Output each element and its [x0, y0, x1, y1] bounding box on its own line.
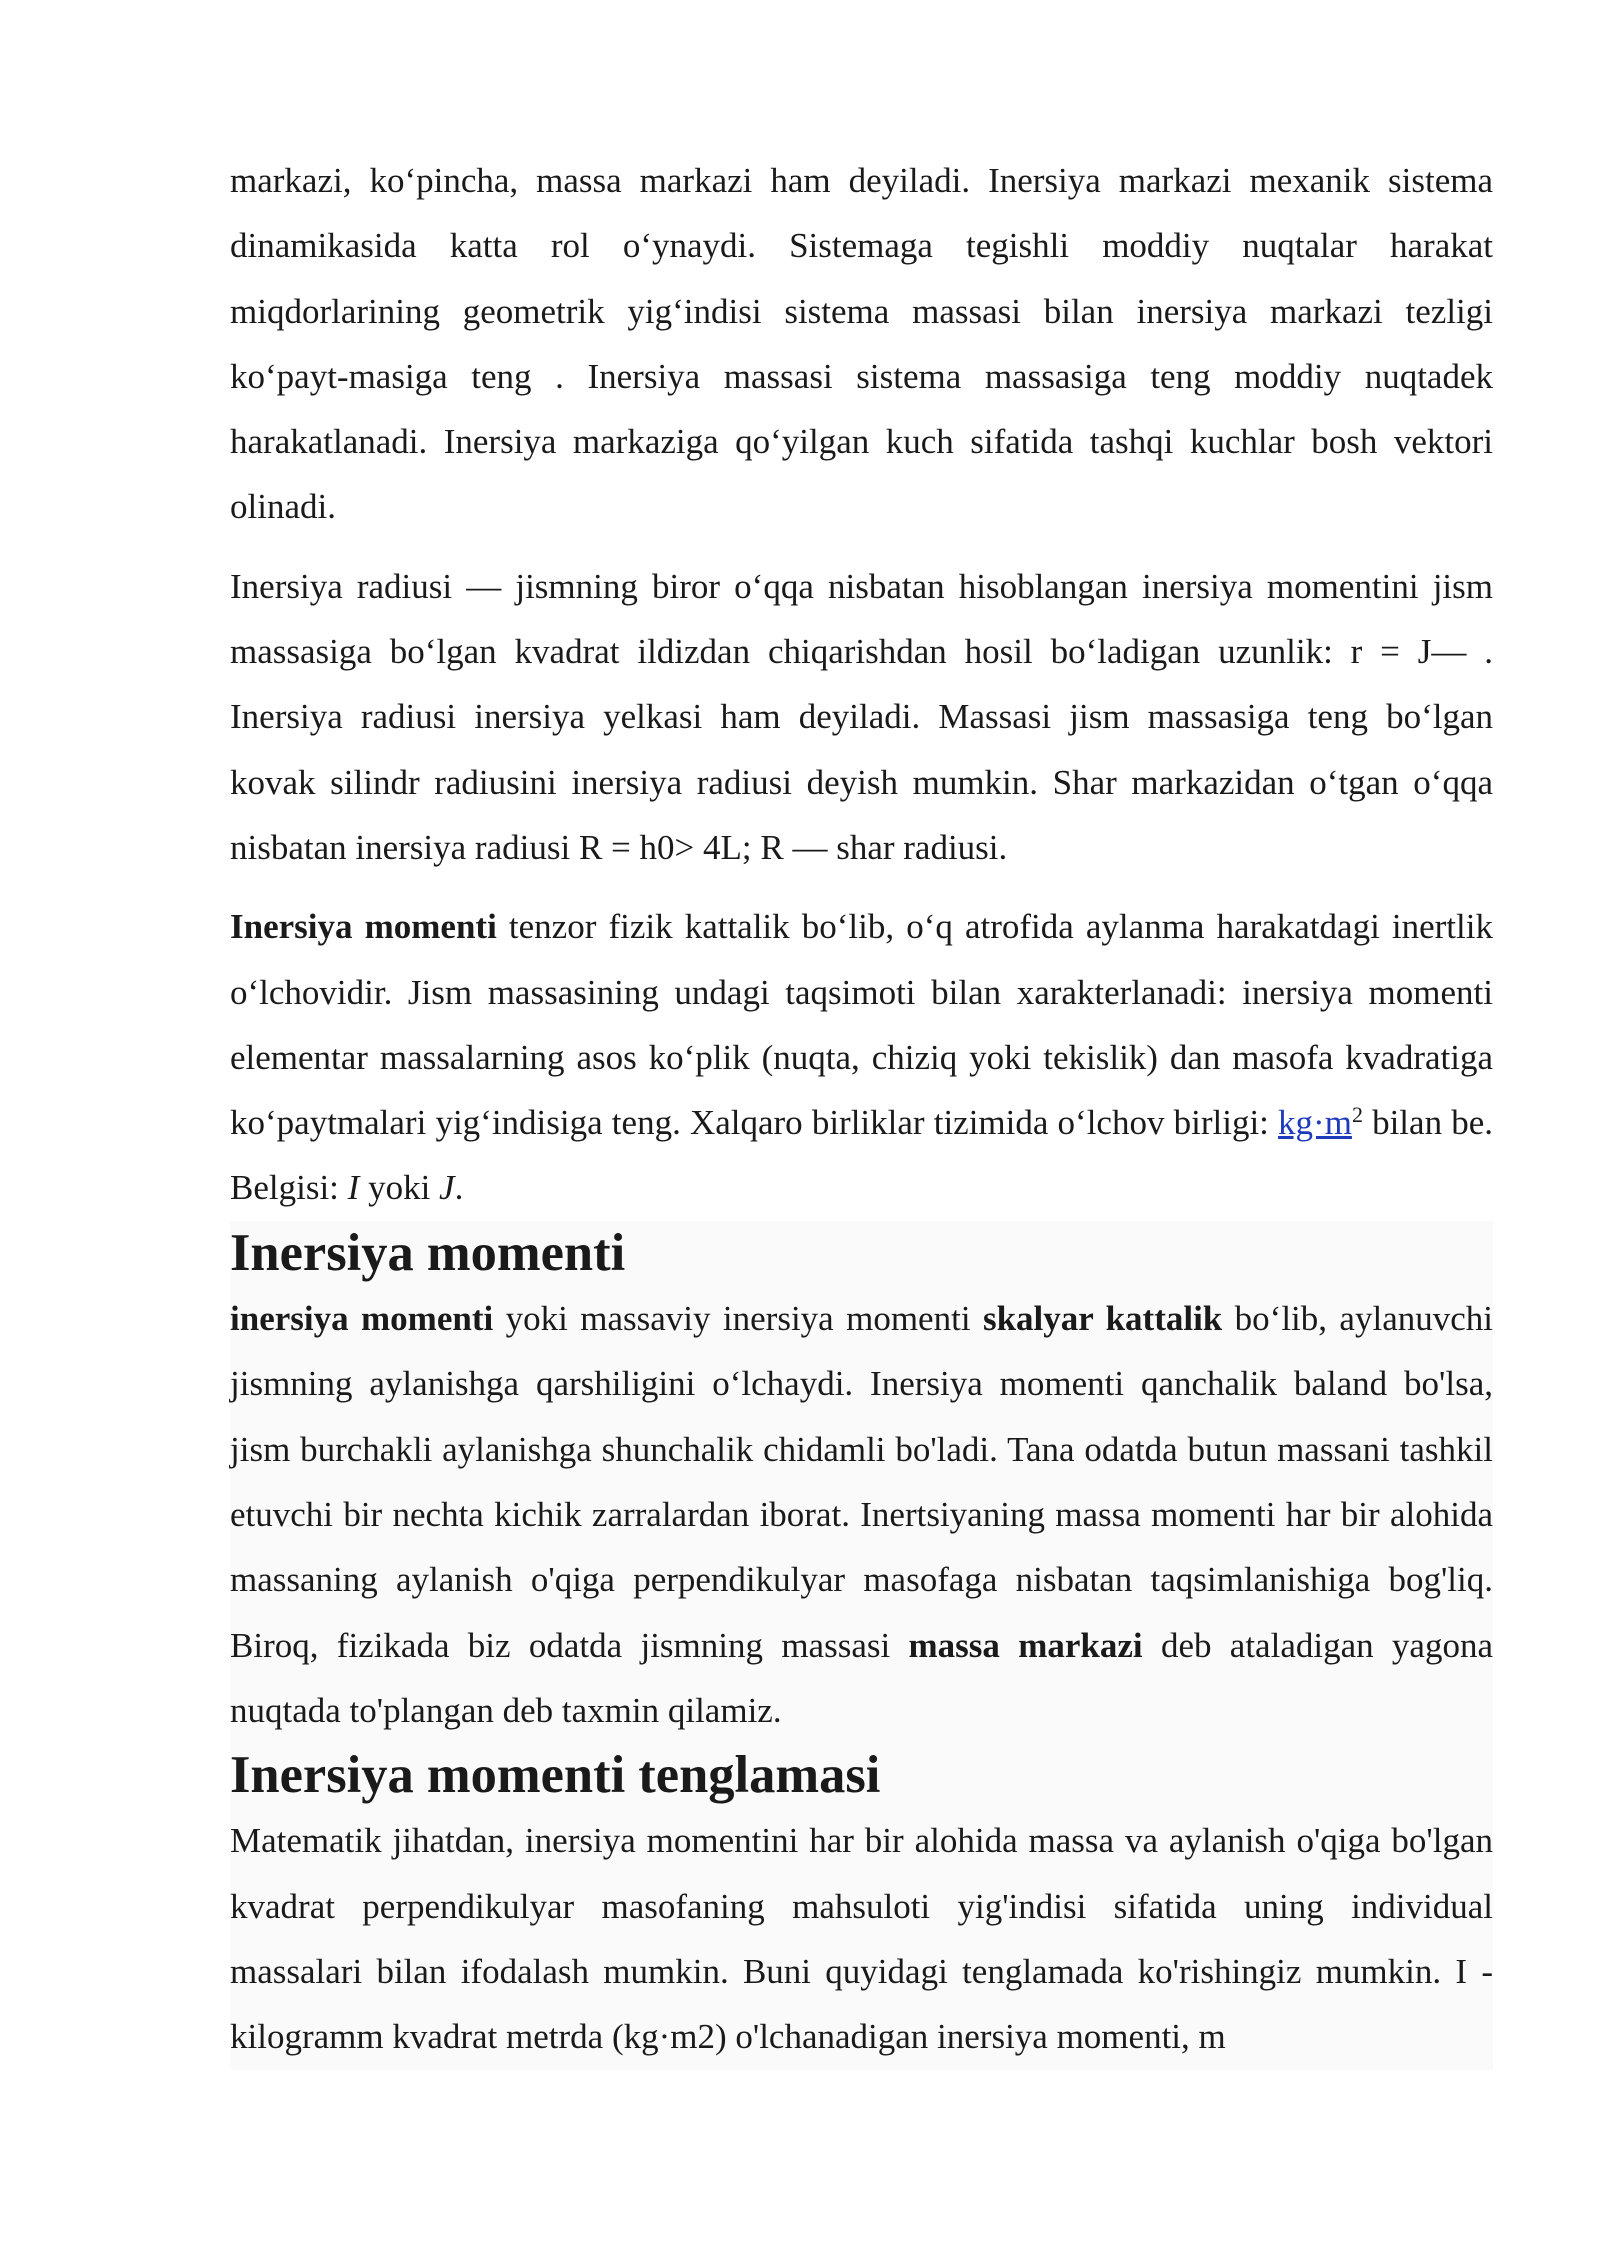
unit-link[interactable]: kg·m [1278, 1103, 1352, 1143]
term-massa-markazi: massa markazi [908, 1625, 1143, 1665]
paragraph-text: yoki massaviy inersiya momenti [493, 1299, 983, 1339]
symbol-i: I [347, 1168, 360, 1208]
paragraph-text: bilan be. Belgisi: [230, 1103, 1493, 1208]
document-page [230, 148, 1493, 2070]
paragraph-text: tenzor fizik kattalik bo‘lib, o‘q atrofida aylanma harakatdagi inertlik o‘lchovidir. Jism massasining undagi taqsimoti bilan xarakterlanadi: inersiya momenti elementar massalarning asos ko‘plik (nuqta, chiziq yoki tekislik) dan masofa kvadratiga ko‘paytmalari yig‘indisiga teng. Xalqaro birliklar tizimida o‘lchov birligi: [230, 907, 1493, 1143]
paragraph-moment-definition [230, 894, 1493, 1220]
paragraph-inertia-radius: Inersiya radiusi — jismning biror o‘qqa nisbatan hisoblangan inersiya momentini jism massasiga bo‘lgan kvadrat ildizdan chiqarishdan hosil bo‘ladigan uzunlik: r = J— . Inersiya radiusi inersiya yelkasi ham deyiladi. Massasi jism massasiga teng bo‘lgan kovak silindr radiusini inersiya radiusi deyish mumkin. Shar markazidan o‘tgan o‘qqa nisbatan inersiya radiusi R = h0> 4L; R — shar radiusi. [230, 566, 1493, 867]
term-skalyar-kattalik: skalyar kattalik [982, 1299, 1223, 1339]
unit-exponent: 2 [1351, 1102, 1363, 1128]
paragraph-text: . [454, 1168, 464, 1208]
paragraph-inertia-center: markazi, ko‘pincha, massa markazi ham deyiladi. Inersiya markazi mexanik sistema dinamikasida katta rol o‘ynaydi. Sistemaga tegishli moddiy nuqtalar harakat miqdorlarining geometrik yig‘indisi sistema massasi bilan inersiya markazi tezligi ko‘payt-masiga teng . Inersiya massasi sistema massasiga teng moddiy nuqtadek harakatlanadi. Inersiya markaziga qo‘yilgan kuch sifatida tashqi kuchlar bosh vektori olinadi. [230, 161, 1493, 527]
paragraph-text: bo‘lib, aylanuvchi jismning aylanishga qarshiligini o‘lchaydi. Inersiya momenti qanchalik baland bo'lsa, jism burchakli aylanishga shunchalik chidamli bo'ladi. Tana odatda butun massani tashkil etuvchi bir nechta kichik zarralardan iborat. Inertsiyaning massa momenti har bir alohida massaning aylanish o'qiga perpendikulyar masofaga nisbatan taqsimlanishiga bog'liq. Biroq, fizikada biz odatda jismning massasi [230, 1299, 1493, 1665]
paragraph-text: deb ataladigan yagona nuqtada to'plangan deb taxmin qilamiz. [230, 1625, 1493, 1730]
symbol-j: J [439, 1168, 455, 1208]
section-heading-moment: Inersiya momenti [230, 1223, 626, 1282]
paragraph-text: yoki [359, 1168, 440, 1208]
paragraph-moment-scalar [230, 1286, 1493, 1743]
term-inersiya-momenti: inersiya momenti [230, 1299, 494, 1339]
paragraph-moment-equation: Matematik jihatdan, inersiya momentini har bir alohida massa va aylanish o'qiga bo'lgan kvadrat perpendikulyar masofaning mahsuloti yig'indisi sifatida uning individual massalari bilan ifodalash mumkin. Buni quyidagi tenglamada ko'rishingiz mumkin. I - kilogramm kvadrat metrda (kg·m2) o'lchanadigan inersiya momenti, m [230, 1821, 1493, 2057]
term-inersiya-momenti: Inersiya momenti [230, 907, 497, 947]
section-heading-equation: Inersiya momenti tenglamasi [230, 1746, 881, 1805]
shaded-section [230, 1221, 1493, 2070]
